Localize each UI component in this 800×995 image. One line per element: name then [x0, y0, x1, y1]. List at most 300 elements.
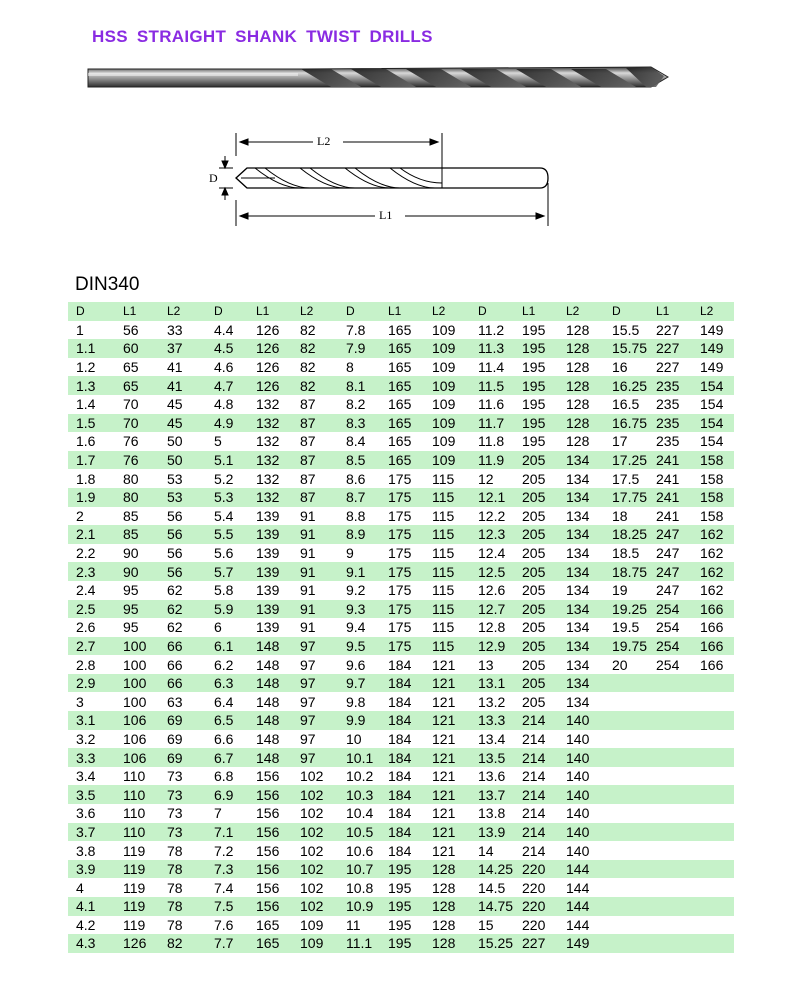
table-cell: 148: [248, 637, 292, 656]
table-cell: 1.2: [76, 359, 96, 376]
table-cell: 205: [514, 637, 558, 656]
table-cell: 156: [248, 860, 292, 879]
table-cell: 3.5: [68, 785, 115, 804]
table-cell: 90: [115, 562, 159, 581]
table-cell: 162: [692, 562, 734, 581]
table-cell: 16: [612, 359, 628, 376]
table-cell: [692, 860, 734, 879]
table-cell: 10.4: [346, 805, 374, 822]
table-cell: 78: [167, 916, 183, 933]
table-cell: [648, 860, 692, 879]
table-cell: 175: [380, 600, 424, 619]
table-cell: 149: [692, 339, 734, 358]
standard-label: DIN340: [75, 274, 140, 295]
table-cell: 195: [514, 339, 558, 358]
table-row: [68, 581, 734, 600]
table-cell: 166: [700, 619, 724, 636]
table-cell: [648, 748, 692, 767]
table-cell: 12.6: [478, 582, 506, 599]
table-cell: 102: [300, 805, 324, 822]
table-cell: 205: [522, 470, 546, 487]
table-cell: 115: [432, 470, 455, 487]
table-cell: [648, 767, 692, 786]
table-row: [68, 804, 734, 823]
table-cell: 13.3: [470, 711, 514, 730]
table-cell: 82: [292, 376, 338, 395]
table-cell: 82: [292, 339, 338, 358]
table-row: [68, 674, 734, 693]
table-cell: 144: [566, 916, 590, 933]
table-cell: 214: [514, 785, 558, 804]
table-cell: 95: [115, 600, 159, 619]
table-cell: 166: [700, 656, 724, 673]
table-row: [68, 655, 734, 674]
table-cell: [604, 692, 648, 711]
table-cell: 220: [514, 860, 558, 879]
table-cell: 184: [388, 730, 412, 747]
table-cell: [604, 674, 648, 693]
table-cell: [648, 730, 692, 749]
table-cell: 6.6: [214, 730, 234, 747]
table-cell: 4.5: [206, 339, 248, 358]
table-cell: [692, 692, 734, 711]
table-cell: 6.9: [206, 785, 248, 804]
table-cell: 109: [292, 934, 338, 953]
table-cell: 156: [256, 768, 280, 785]
table-cell: 12.9: [470, 637, 514, 656]
table-cell: 154: [692, 414, 734, 433]
table-cell: 139: [248, 562, 292, 581]
table-cell: 102: [300, 879, 324, 896]
table-cell: 119: [115, 897, 159, 916]
table-cell: 128: [566, 433, 590, 450]
table-cell: 91: [300, 507, 316, 524]
table-cell: 247: [648, 525, 692, 544]
table-cell: 60: [115, 339, 159, 358]
table-cell: 41: [159, 376, 206, 395]
table-cell: 205: [514, 525, 558, 544]
table-cell: 9.8: [346, 693, 366, 710]
table-cell: 139: [256, 507, 280, 524]
table-cell: 140: [566, 768, 590, 785]
table-row: [68, 823, 734, 842]
table-cell: 128: [566, 359, 590, 376]
table-cell: 139: [248, 525, 292, 544]
table-cell: 126: [256, 359, 280, 376]
table-cell: 121: [424, 674, 470, 693]
table-cell: 109: [432, 433, 456, 450]
drill-dimension-diagram: [205, 128, 565, 238]
table-cell: 2.2: [76, 545, 96, 562]
table-cell: 184: [388, 693, 412, 710]
table-cell: 15.5: [612, 321, 640, 338]
table-cell: 1.4: [76, 396, 96, 413]
table-cell: 126: [248, 339, 292, 358]
table-cell: 11.9: [470, 451, 514, 470]
table-cell: 144: [566, 879, 590, 896]
table-cell: 87: [300, 396, 316, 413]
table-cell: 162: [700, 582, 724, 599]
table-cell: 115: [424, 525, 470, 544]
table-cell: 9.7: [338, 674, 380, 693]
table-cell: 19: [612, 582, 628, 599]
d-label: D: [209, 171, 218, 185]
table-cell: 13: [478, 656, 494, 673]
table-cell: 6.7: [206, 748, 248, 767]
table-cell: 4.7: [206, 376, 248, 395]
table-row: [68, 507, 734, 526]
table-cell: 97: [300, 656, 316, 673]
table-cell: 1.5: [68, 414, 115, 433]
table-cell: 149: [700, 359, 724, 376]
table-cell: 17: [612, 433, 628, 450]
table-cell: 109: [424, 339, 470, 358]
table-cell: 132: [248, 451, 292, 470]
table-cell: 158: [692, 451, 734, 470]
table-row: [68, 785, 734, 804]
table-row: [68, 562, 734, 581]
table-cell: 9.2: [346, 582, 366, 599]
table-cell: 62: [159, 600, 206, 619]
column-header: L2: [159, 302, 206, 321]
table-cell: 97: [292, 748, 338, 767]
table-cell: 106: [123, 730, 147, 747]
table-cell: 2: [76, 507, 84, 524]
table-cell: 66: [159, 637, 206, 656]
table-cell: 140: [558, 823, 604, 842]
table-row: [68, 711, 734, 730]
table-cell: 102: [292, 860, 338, 879]
table-cell: 13.8: [478, 805, 506, 822]
table-cell: 175: [388, 545, 412, 562]
table-cell: 7.9: [338, 339, 380, 358]
table-cell: 205: [514, 451, 558, 470]
table-cell: 6.8: [214, 768, 234, 785]
table-cell: 175: [380, 562, 424, 581]
table-cell: [604, 785, 648, 804]
table-cell: [692, 804, 734, 823]
table-cell: 106: [115, 748, 159, 767]
table-row: [68, 860, 734, 879]
table-cell: [648, 916, 692, 935]
table-cell: 2.4: [76, 582, 96, 599]
table-cell: 128: [566, 396, 590, 413]
table-row: [68, 618, 734, 637]
table-cell: 13.7: [470, 785, 514, 804]
table-cell: 14: [478, 842, 494, 859]
table-cell: 10.6: [346, 842, 374, 859]
table-cell: 70: [115, 414, 159, 433]
table-cell: 66: [159, 674, 206, 693]
table-cell: 91: [300, 619, 316, 636]
table-row: [68, 916, 734, 935]
table-cell: 175: [388, 507, 412, 524]
table-cell: 8: [346, 359, 354, 376]
table-cell: 8.5: [338, 451, 380, 470]
table-cell: 12.3: [470, 525, 514, 544]
table-cell: 184: [380, 785, 424, 804]
table-cell: [604, 916, 648, 935]
drill-spec-table: [68, 302, 734, 953]
table-cell: 165: [248, 934, 292, 953]
table-cell: 5.3: [206, 488, 248, 507]
table-cell: 8.9: [338, 525, 380, 544]
table-cell: 195: [522, 359, 546, 376]
table-cell: 156: [248, 823, 292, 842]
table-cell: 6.3: [206, 674, 248, 693]
table-cell: 144: [558, 860, 604, 879]
table-cell: 80: [115, 488, 159, 507]
table-cell: [692, 748, 734, 767]
table-cell: 121: [424, 748, 470, 767]
table-cell: 1.6: [76, 433, 96, 450]
table-cell: 121: [432, 656, 456, 673]
table-cell: 156: [256, 879, 280, 896]
table-cell: [648, 934, 692, 953]
table-cell: 69: [159, 748, 206, 767]
table-cell: 126: [256, 321, 280, 338]
table-cell: 13.2: [478, 693, 506, 710]
table-cell: 90: [123, 545, 139, 562]
table-cell: 100: [123, 656, 147, 673]
table-cell: 134: [566, 545, 590, 562]
table-cell: 195: [514, 376, 558, 395]
table-cell: 115: [424, 562, 470, 581]
table-cell: 13.1: [470, 674, 514, 693]
table-cell: 148: [256, 656, 280, 673]
table-cell: [648, 897, 692, 916]
table-cell: 205: [522, 582, 546, 599]
table-cell: 154: [700, 396, 724, 413]
table-cell: 6.4: [214, 693, 234, 710]
table-cell: [604, 823, 648, 842]
table-cell: 184: [380, 674, 424, 693]
table-cell: 11.4: [478, 359, 505, 376]
table-cell: 134: [566, 507, 590, 524]
table-cell: 4.1: [68, 897, 115, 916]
table-cell: 110: [123, 805, 146, 822]
table-cell: 184: [380, 748, 424, 767]
table-row: [68, 544, 734, 563]
table-cell: 195: [388, 916, 412, 933]
table-cell: 109: [432, 359, 456, 376]
table-cell: 119: [123, 842, 146, 859]
table-cell: 95: [123, 619, 139, 636]
table-cell: 184: [380, 711, 424, 730]
table-cell: 8.4: [346, 433, 366, 450]
table-cell: [604, 767, 648, 786]
table-cell: 15.75: [604, 339, 648, 358]
table-row: [68, 451, 734, 470]
table-header-row: [68, 302, 734, 321]
table-cell: 11: [346, 916, 361, 933]
table-cell: 78: [167, 879, 183, 896]
table-cell: 85: [115, 525, 159, 544]
table-cell: 175: [380, 488, 424, 507]
table-cell: 5.4: [214, 507, 234, 524]
table-cell: 3.6: [76, 805, 96, 822]
table-row: [68, 469, 734, 488]
table-cell: 4: [76, 879, 84, 896]
table-cell: 115: [432, 619, 455, 636]
table-cell: 1.1: [68, 339, 115, 358]
table-row: [68, 600, 734, 619]
table-cell: 3: [76, 693, 84, 710]
table-cell: 140: [558, 711, 604, 730]
table-cell: 12.7: [470, 600, 514, 619]
table-cell: 5.5: [206, 525, 248, 544]
table-cell: 140: [566, 842, 590, 859]
table-cell: 128: [432, 879, 456, 896]
table-cell: 45: [159, 414, 206, 433]
table-cell: [692, 841, 734, 860]
table-cell: 17.75: [604, 488, 648, 507]
table-cell: 247: [656, 582, 680, 599]
table-cell: 5.2: [214, 470, 234, 487]
l1-label: L1: [379, 208, 393, 222]
table-cell: 7.8: [346, 321, 366, 338]
table-cell: 175: [380, 525, 424, 544]
table-cell: 13.6: [478, 768, 506, 785]
table-cell: [692, 878, 734, 897]
table-cell: 102: [292, 823, 338, 842]
table-cell: 10.5: [338, 823, 380, 842]
table-cell: 156: [256, 805, 280, 822]
table-cell: 121: [432, 730, 456, 747]
table-cell: 128: [566, 321, 590, 338]
table-cell: 184: [388, 656, 412, 673]
table-cell: 6: [214, 619, 222, 636]
table-cell: [692, 730, 734, 749]
table-cell: 128: [424, 860, 470, 879]
table-cell: 134: [566, 693, 590, 710]
table-cell: 227: [514, 934, 558, 953]
table-cell: 2.7: [68, 637, 115, 656]
table-cell: 76: [115, 451, 159, 470]
table-cell: 5.8: [214, 582, 234, 599]
table-cell: [648, 841, 692, 860]
table-cell: 158: [700, 507, 724, 524]
table-cell: 166: [692, 600, 734, 619]
table-cell: 241: [656, 507, 680, 524]
table-cell: 132: [256, 396, 280, 413]
table-cell: 134: [558, 637, 604, 656]
table-cell: 11.6: [478, 396, 505, 413]
table-cell: 11.7: [470, 414, 514, 433]
table-row: [68, 897, 734, 916]
table-cell: 227: [656, 359, 680, 376]
table-cell: 62: [167, 582, 183, 599]
table-cell: 73: [159, 823, 206, 842]
table-cell: 121: [432, 805, 456, 822]
table-cell: 102: [292, 897, 338, 916]
table-cell: 53: [159, 488, 206, 507]
page-title: HSS STRAIGHT SHANK TWIST DRILLS: [92, 27, 433, 46]
table-row: [68, 730, 734, 749]
table-cell: 195: [522, 396, 546, 413]
table-cell: 12: [478, 470, 494, 487]
table-cell: 69: [167, 730, 183, 747]
table-cell: [692, 823, 734, 842]
table-cell: 10.8: [346, 879, 374, 896]
table-cell: 100: [123, 693, 147, 710]
table-cell: 8.7: [338, 488, 380, 507]
table-cell: 2.9: [68, 674, 115, 693]
table-cell: 227: [656, 321, 680, 338]
table-cell: 7.1: [206, 823, 248, 842]
table-cell: 12.2: [478, 507, 506, 524]
table-cell: 205: [522, 545, 546, 562]
table-cell: 148: [256, 730, 280, 747]
table-cell: 2.1: [68, 525, 115, 544]
table-cell: 165: [388, 396, 412, 413]
table-cell: 17.25: [604, 451, 648, 470]
table-cell: 149: [558, 934, 604, 953]
table-cell: 20: [612, 656, 628, 673]
table-cell: 1.7: [68, 451, 115, 470]
table-cell: 254: [656, 619, 680, 636]
table-cell: 165: [388, 433, 412, 450]
table-cell: 154: [700, 433, 724, 450]
table-cell: [648, 692, 692, 711]
table-cell: 8.8: [346, 507, 366, 524]
table-row: [68, 432, 734, 451]
table-cell: 165: [256, 916, 280, 933]
table-cell: 7.7: [206, 934, 248, 953]
table-cell: 97: [300, 693, 316, 710]
table-cell: 87: [292, 451, 338, 470]
table-row: [68, 488, 734, 507]
table-cell: 4.3: [68, 934, 115, 953]
table-cell: 18.5: [612, 545, 640, 562]
table-cell: 19.5: [612, 619, 640, 636]
table-cell: 19.75: [604, 637, 648, 656]
table-cell: 205: [522, 656, 546, 673]
table-cell: 15.25: [470, 934, 514, 953]
table-cell: 162: [700, 545, 724, 562]
table-cell: 175: [388, 582, 412, 599]
table-cell: 12.1: [470, 488, 514, 507]
table-cell: 50: [159, 451, 206, 470]
table-cell: [604, 804, 648, 823]
table-cell: 205: [522, 619, 546, 636]
table-cell: 80: [123, 470, 139, 487]
table-cell: [692, 916, 734, 935]
table-cell: 162: [692, 525, 734, 544]
table-cell: 214: [514, 823, 558, 842]
table-cell: 205: [522, 693, 546, 710]
table-cell: 41: [167, 359, 183, 376]
table-cell: 8.1: [338, 376, 380, 395]
table-cell: 115: [432, 545, 455, 562]
table-cell: 254: [656, 656, 680, 673]
table-cell: 235: [656, 396, 680, 413]
table-cell: 12.5: [470, 562, 514, 581]
table-cell: 115: [432, 582, 455, 599]
table-cell: 115: [424, 637, 470, 656]
table-cell: 195: [522, 433, 546, 450]
table-cell: 5.1: [206, 451, 248, 470]
table-cell: 254: [648, 600, 692, 619]
table-cell: 165: [388, 321, 412, 338]
table-row: [68, 841, 734, 860]
table-cell: 4.8: [214, 396, 234, 413]
table-cell: 134: [558, 562, 604, 581]
table-row: [68, 321, 734, 340]
table-cell: 56: [167, 545, 183, 562]
table-cell: 102: [300, 768, 324, 785]
table-cell: 5.7: [206, 562, 248, 581]
